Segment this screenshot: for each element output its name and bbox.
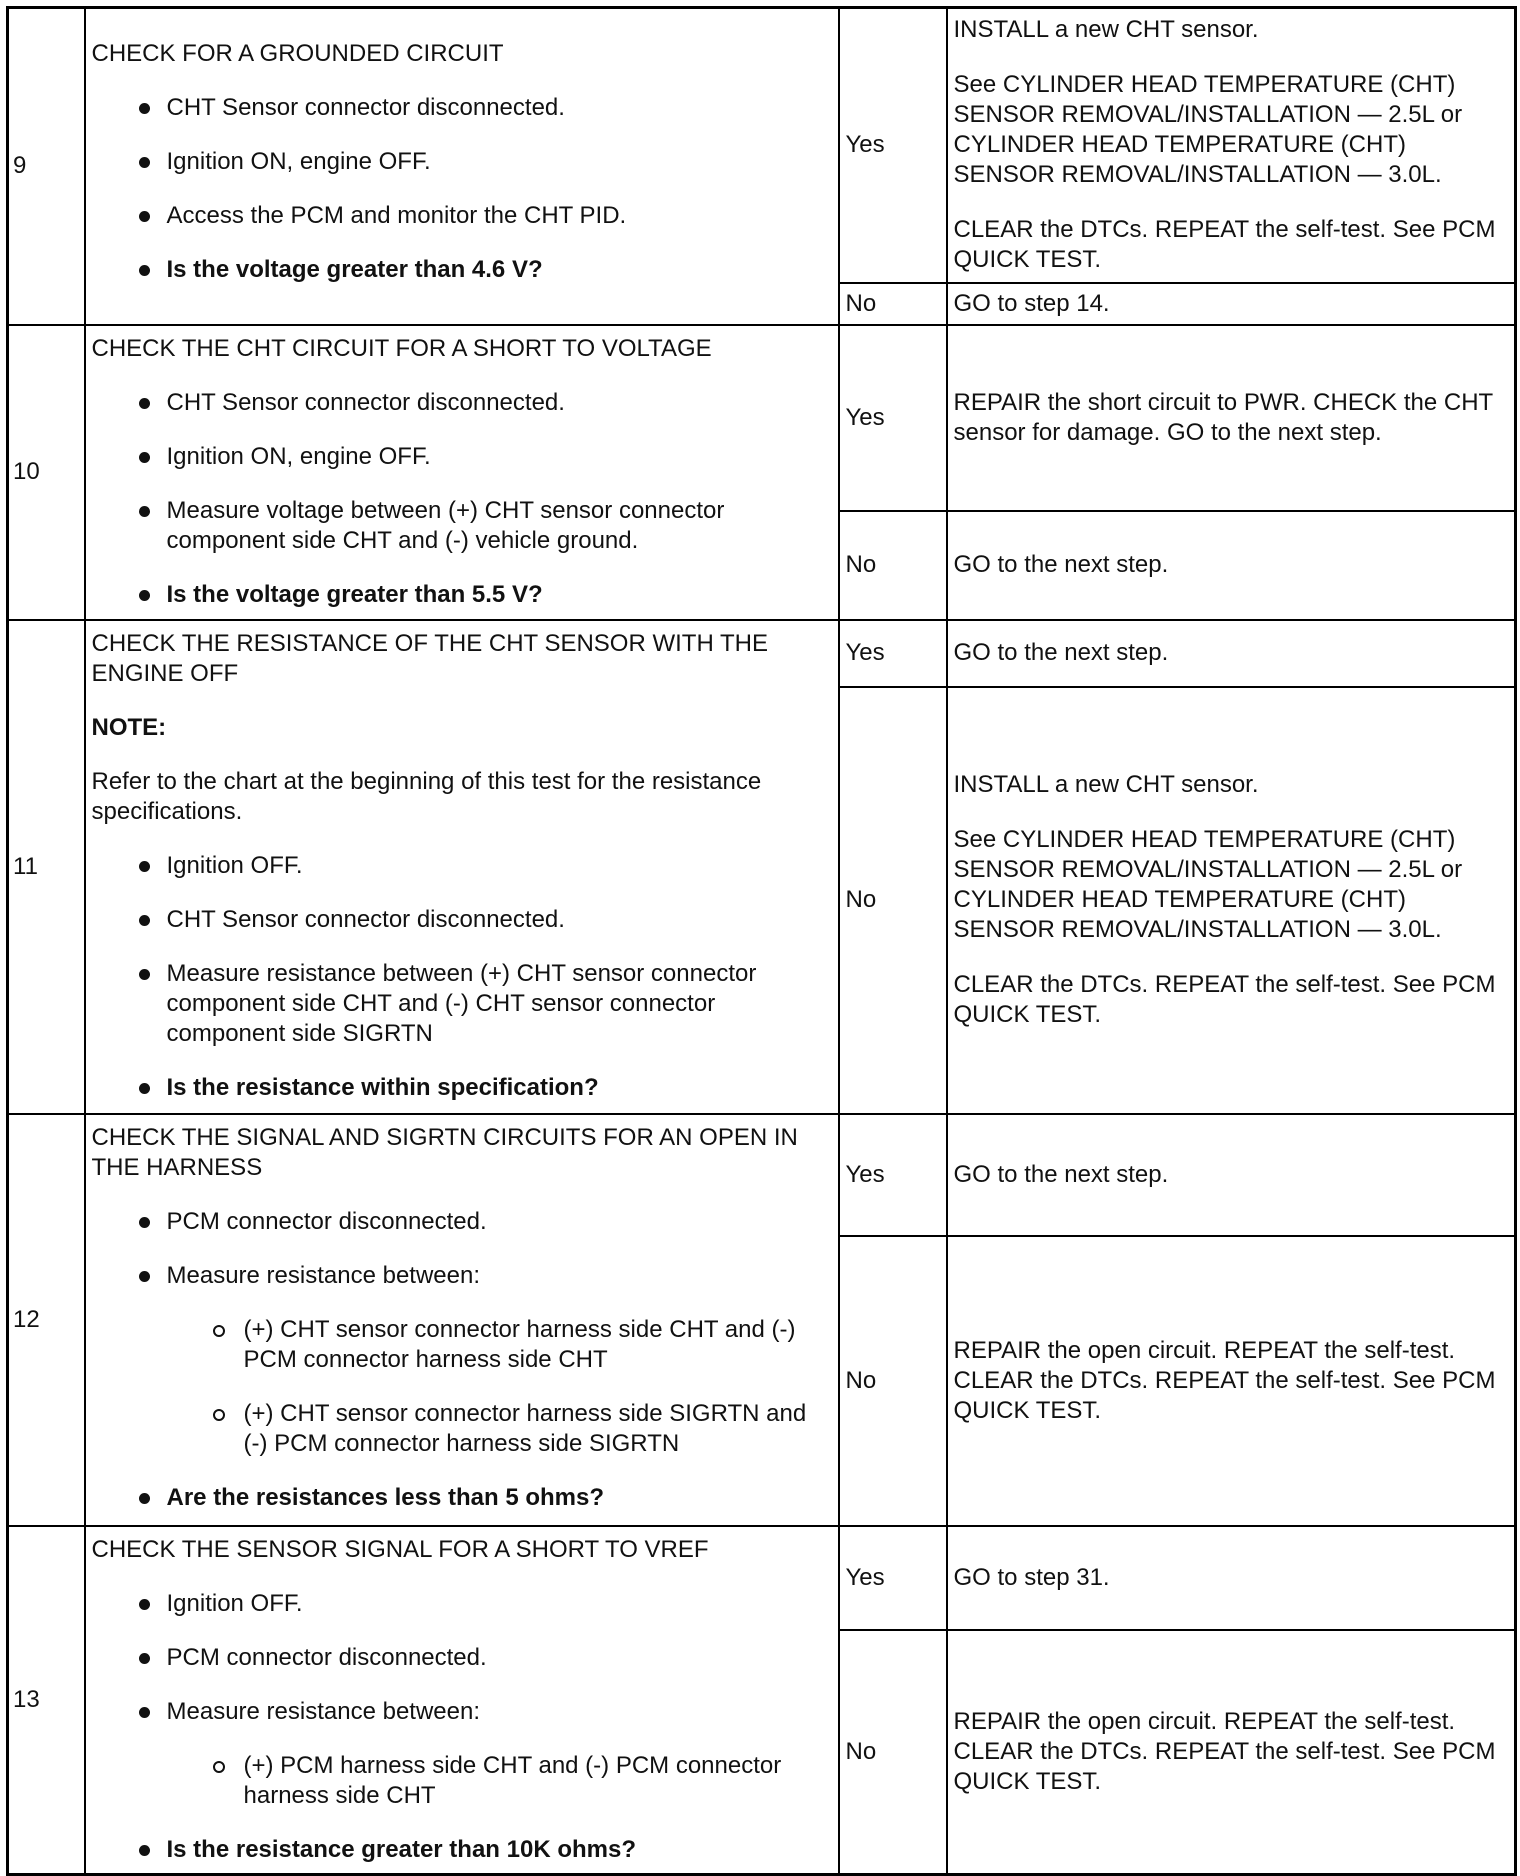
bullet-item: CHT Sensor connector disconnected.: [92, 905, 832, 935]
step-procedure: [85, 1114, 839, 1526]
note-label: NOTE:: [91, 713, 167, 741]
diagnostic-table: [6, 6, 1517, 1876]
step-procedure: [85, 620, 839, 1114]
question: Is the resistance greater than 10K ohms?: [92, 1835, 832, 1865]
step-13-yes-row: [8, 1526, 1516, 1630]
answer-yes-action: REPAIR the short circuit to PWR. CHECK the CHT sensor for damage. GO to the next step.: [947, 325, 1516, 511]
question: Is the voltage greater than 4.6 V?: [92, 255, 832, 285]
action-line: See CYLINDER HEAD TEMPERATURE (CHT) SENSOR REMOVAL/INSTALLATION — 2.5L or CYLINDER HEAD TEMPERATURE (CHT) SENSOR REMOVAL/INSTALLATION — 3.0L.: [953, 71, 1463, 189]
sub-bullet-item: (+) PCM harness side CHT and (-) PCM connector harness side CHT: [92, 1751, 832, 1811]
action-line: INSTALL a new CHT sensor.: [953, 16, 1259, 44]
step-title: CHECK THE SENSOR SIGNAL FOR A SHORT TO VREF: [91, 1535, 709, 1563]
answer-yes-action: GO to step 31.: [947, 1526, 1516, 1630]
action-line: CLEAR the DTCs. REPEAT the self-test. See PCM QUICK TEST.: [953, 216, 1496, 274]
answer-yes-action: GO to the next step.: [947, 620, 1516, 687]
bullet-item: Access the PCM and monitor the CHT PID.: [92, 201, 832, 231]
question: Are the resistances less than 5 ohms?: [92, 1483, 832, 1513]
sub-bullet-item: (+) CHT sensor connector harness side SIGRTN and (-) PCM connector harness side SIGRTN: [92, 1399, 832, 1459]
step-number: 10: [8, 325, 85, 620]
answer-no-label: No: [839, 283, 947, 325]
answer-yes-label: Yes: [839, 620, 947, 687]
bullet-item: Ignition ON, engine OFF.: [92, 442, 832, 472]
bullet-item: Measure resistance between:: [92, 1697, 832, 1727]
question: Is the resistance within specification?: [92, 1073, 832, 1103]
answer-no-label: No: [839, 511, 947, 620]
answer-yes-action: [947, 8, 1516, 283]
answer-no-action: [947, 687, 1516, 1114]
answer-no-label: No: [839, 687, 947, 1114]
answer-no-action: REPAIR the open circuit. REPEAT the self-test. CLEAR the DTCs. REPEAT the self-test. See PCM QUICK TEST.: [947, 1630, 1516, 1874]
question: Is the voltage greater than 5.5 V?: [92, 580, 832, 610]
answer-no-action: GO to step 14.: [947, 283, 1516, 325]
step-title: CHECK THE RESISTANCE OF THE CHT SENSOR WITH THE ENGINE OFF: [91, 629, 769, 687]
bullet-item: Measure resistance between:: [92, 1261, 832, 1291]
bullet-item: PCM connector disconnected.: [92, 1207, 832, 1237]
answer-no-action: REPAIR the open circuit. REPEAT the self-test. CLEAR the DTCs. REPEAT the self-test. See PCM QUICK TEST.: [947, 1236, 1516, 1526]
answer-yes-action: GO to the next step.: [947, 1114, 1516, 1236]
step-number: 9: [8, 8, 85, 325]
bullet-item: Measure resistance between (+) CHT sensor connector component side CHT and (-) CHT sensor connector component side SIGRTN: [92, 959, 832, 1049]
step-procedure: [85, 8, 839, 325]
step-10-yes-row: [8, 325, 1516, 511]
step-procedure: [85, 1526, 839, 1875]
bullet-item: Ignition OFF.: [92, 1589, 832, 1619]
step-12-yes-row: [8, 1114, 1516, 1236]
step-title: CHECK THE SIGNAL AND SIGRTN CIRCUITS FOR AN OPEN IN THE HARNESS: [91, 1123, 798, 1181]
step-9-yes-row: [8, 8, 1516, 283]
bullet-item: CHT Sensor connector disconnected.: [92, 93, 832, 123]
step-number: 12: [8, 1114, 85, 1526]
bullet-item: CHT Sensor connector disconnected.: [92, 388, 832, 418]
action-line: CLEAR the DTCs. REPEAT the self-test. See PCM QUICK TEST.: [953, 971, 1496, 1028]
step-11-yes-row: [8, 620, 1516, 687]
answer-no-label: No: [839, 1630, 947, 1874]
step-title: CHECK FOR A GROUNDED CIRCUIT: [91, 40, 504, 67]
answer-yes-label: Yes: [839, 325, 947, 511]
bullet-item: PCM connector disconnected.: [92, 1643, 832, 1673]
bullet-item: Ignition OFF.: [92, 851, 832, 881]
step-number: 13: [8, 1526, 85, 1875]
answer-no-action: GO to the next step.: [947, 511, 1516, 620]
answer-yes-label: Yes: [839, 1114, 947, 1236]
step-title: CHECK THE CHT CIRCUIT FOR A SHORT TO VOLTAGE: [91, 334, 712, 362]
answer-no-label: No: [839, 1236, 947, 1526]
answer-yes-label: Yes: [839, 8, 947, 283]
step-procedure: [85, 325, 839, 620]
bullet-item: Measure voltage between (+) CHT sensor connector component side CHT and (-) vehicle ground.: [92, 496, 832, 556]
sub-bullet-item: (+) CHT sensor connector harness side CHT and (-) PCM connector harness side CHT: [92, 1315, 832, 1375]
step-number: 11: [8, 620, 85, 1114]
action-line: INSTALL a new CHT sensor.: [953, 771, 1259, 798]
action-line: See CYLINDER HEAD TEMPERATURE (CHT) SENSOR REMOVAL/INSTALLATION — 2.5L or CYLINDER HEAD TEMPERATURE (CHT) SENSOR REMOVAL/INSTALLATION — 3.0L.: [953, 826, 1463, 943]
note-text: Refer to the chart at the beginning of this test for the resistance specifications.: [91, 767, 762, 825]
bullet-item: Ignition ON, engine OFF.: [92, 147, 832, 177]
answer-yes-label: Yes: [839, 1526, 947, 1630]
